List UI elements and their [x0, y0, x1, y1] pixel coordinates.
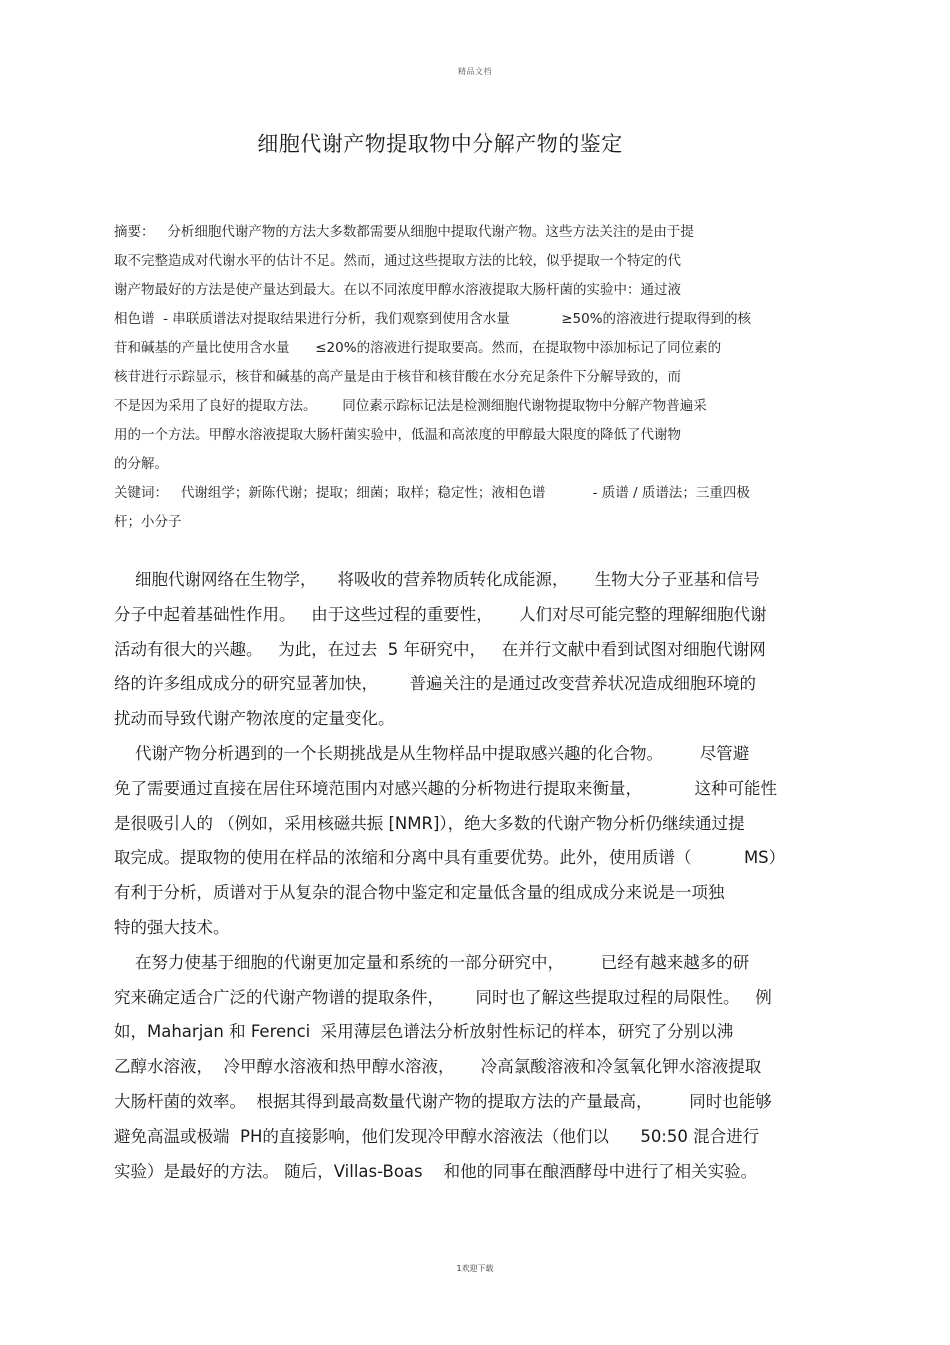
- abstract-line: 苷和碱基的产量比使用含水量 ≤20%的溶液进行提取要高。然而，在提取物中添加标记了同位素的: [114, 340, 722, 356]
- body-line: 大肠杆菌的效率。 根据其得到最高数量代谢产物的提取方法的产量最高， 同时也能够: [114, 1091, 772, 1111]
- header-watermark: 精品文档: [458, 67, 492, 76]
- body-line: 究来确定适合广泛的代谢产物谱的提取条件， 同时也了解这些提取过程的局限性。 例: [114, 987, 772, 1007]
- body-text: [114, 563, 824, 1189]
- body-line: 取完成。提取物的使用在样品的浓缩和分离中具有重要优势。此外，使用质谱（ MS）: [114, 848, 786, 868]
- keywords-line: 杆；小分子: [114, 514, 182, 530]
- abstract-block: [114, 218, 814, 537]
- body-line: 乙醇水溶液， 冷甲醇水溶液和热甲醇水溶液， 冷高氯酸溶液和冷氢氧化钾水溶液提取: [114, 1057, 762, 1077]
- body-line: 避免高温或极端 PH的直接影响，他们发现冷甲醇水溶液法（他们以 50:50 混合进行: [114, 1126, 760, 1146]
- abstract-line: 的分解。: [114, 456, 168, 472]
- body-line: 如，Maharjan 和 Ferenci 采用薄层色谱法分析放射性标记的样本，研究了分别以沸: [114, 1022, 734, 1042]
- abstract-line: 谢产物最好的方法是使产量达到最大。在以不同浓度甲醇水溶液提取大肠杆菌的实验中：通过液: [114, 282, 681, 298]
- abstract-line: 取不完整造成对代谢水平的估计不足。然而，通过这些提取方法的比较，似乎提取一个特定的代: [114, 253, 681, 269]
- body-line: 活动有很大的兴趣。 为此，在过去 5 年研究中， 在并行文献中看到试图对细胞代谢网: [114, 639, 766, 659]
- body-line: 在努力使基于细胞的代谢更加定量和系统的一部分研究中， 已经有越来越多的研: [114, 952, 750, 972]
- body-line: 络的许多组成成分的研究显著加快， 普遍关注的是通过改变营养状况造成细胞环境的: [114, 674, 756, 694]
- abstract-line: 相色谱 - 串联质谱法对提取结果进行分析，我们观察到使用含水量 ≥50%的溶液进行提取得到的核: [114, 311, 752, 327]
- abstract-line: 摘要： 分析细胞代谢产物的方法大多数都需要从细胞中提取代谢产物。这些方法关注的是由于提: [114, 224, 694, 240]
- body-line: 细胞代谢网络在生物学， 将吸收的营养物质转化成能源， 生物大分子亚基和信号: [114, 570, 760, 589]
- body-line: 代谢产物分析遇到的一个长期挑战是从生物样品中提取感兴趣的化合物。 尽管避: [114, 743, 750, 763]
- abstract-line: 不是因为采用了良好的提取方法。 同位素示踪标记法是检测细胞代谢物提取物中分解产物普遍采: [114, 398, 707, 414]
- keywords-line: 关键词： 代谢组学；新陈代谢；提取；细菌；取样；稳定性；液相色谱 - 质谱 / 质谱法；三重四极: [114, 485, 750, 501]
- body-line: 实验）是最好的方法。 随后，Villas-Boas 和他的同事在酿酒酵母中进行了相关实验。: [114, 1161, 758, 1181]
- page-footer: 1欢迎下载: [456, 1264, 494, 1273]
- body-line: 有利于分析，质谱对于从复杂的混合物中鉴定和定量低含量的组成成分来说是一项独: [114, 883, 725, 903]
- body-line: 分子中起着基础性作用。 由于这些过程的重要性， 人们对尽可能完整的理解细胞代谢: [114, 604, 767, 624]
- abstract-line: 用的一个方法。甲醇水溶液提取大肠杆菌实验中，低温和高浓度的甲醇最大限度的降低了代谢物: [114, 427, 681, 443]
- body-line: 特的强大技术。: [114, 917, 230, 937]
- document-title: 细胞代谢产物提取物中分解产物的鉴定: [257, 132, 623, 156]
- body-line: 免了需要通过直接在居住环境范围内对感兴趣的分析物进行提取来衡量， 这种可能性: [114, 778, 777, 798]
- abstract-line: 核苷进行示踪显示，核苷和碱基的高产量是由于核苷和核苷酸在水分充足条件下分解导致的，而: [114, 369, 681, 385]
- body-line: 是很吸引人的 （例如，采用核磁共振 [NMR]），绝大多数的代谢产物分析仍继续通过提: [114, 813, 745, 833]
- body-line: 扰动而导致代谢产物浓度的定量变化。: [114, 709, 395, 729]
